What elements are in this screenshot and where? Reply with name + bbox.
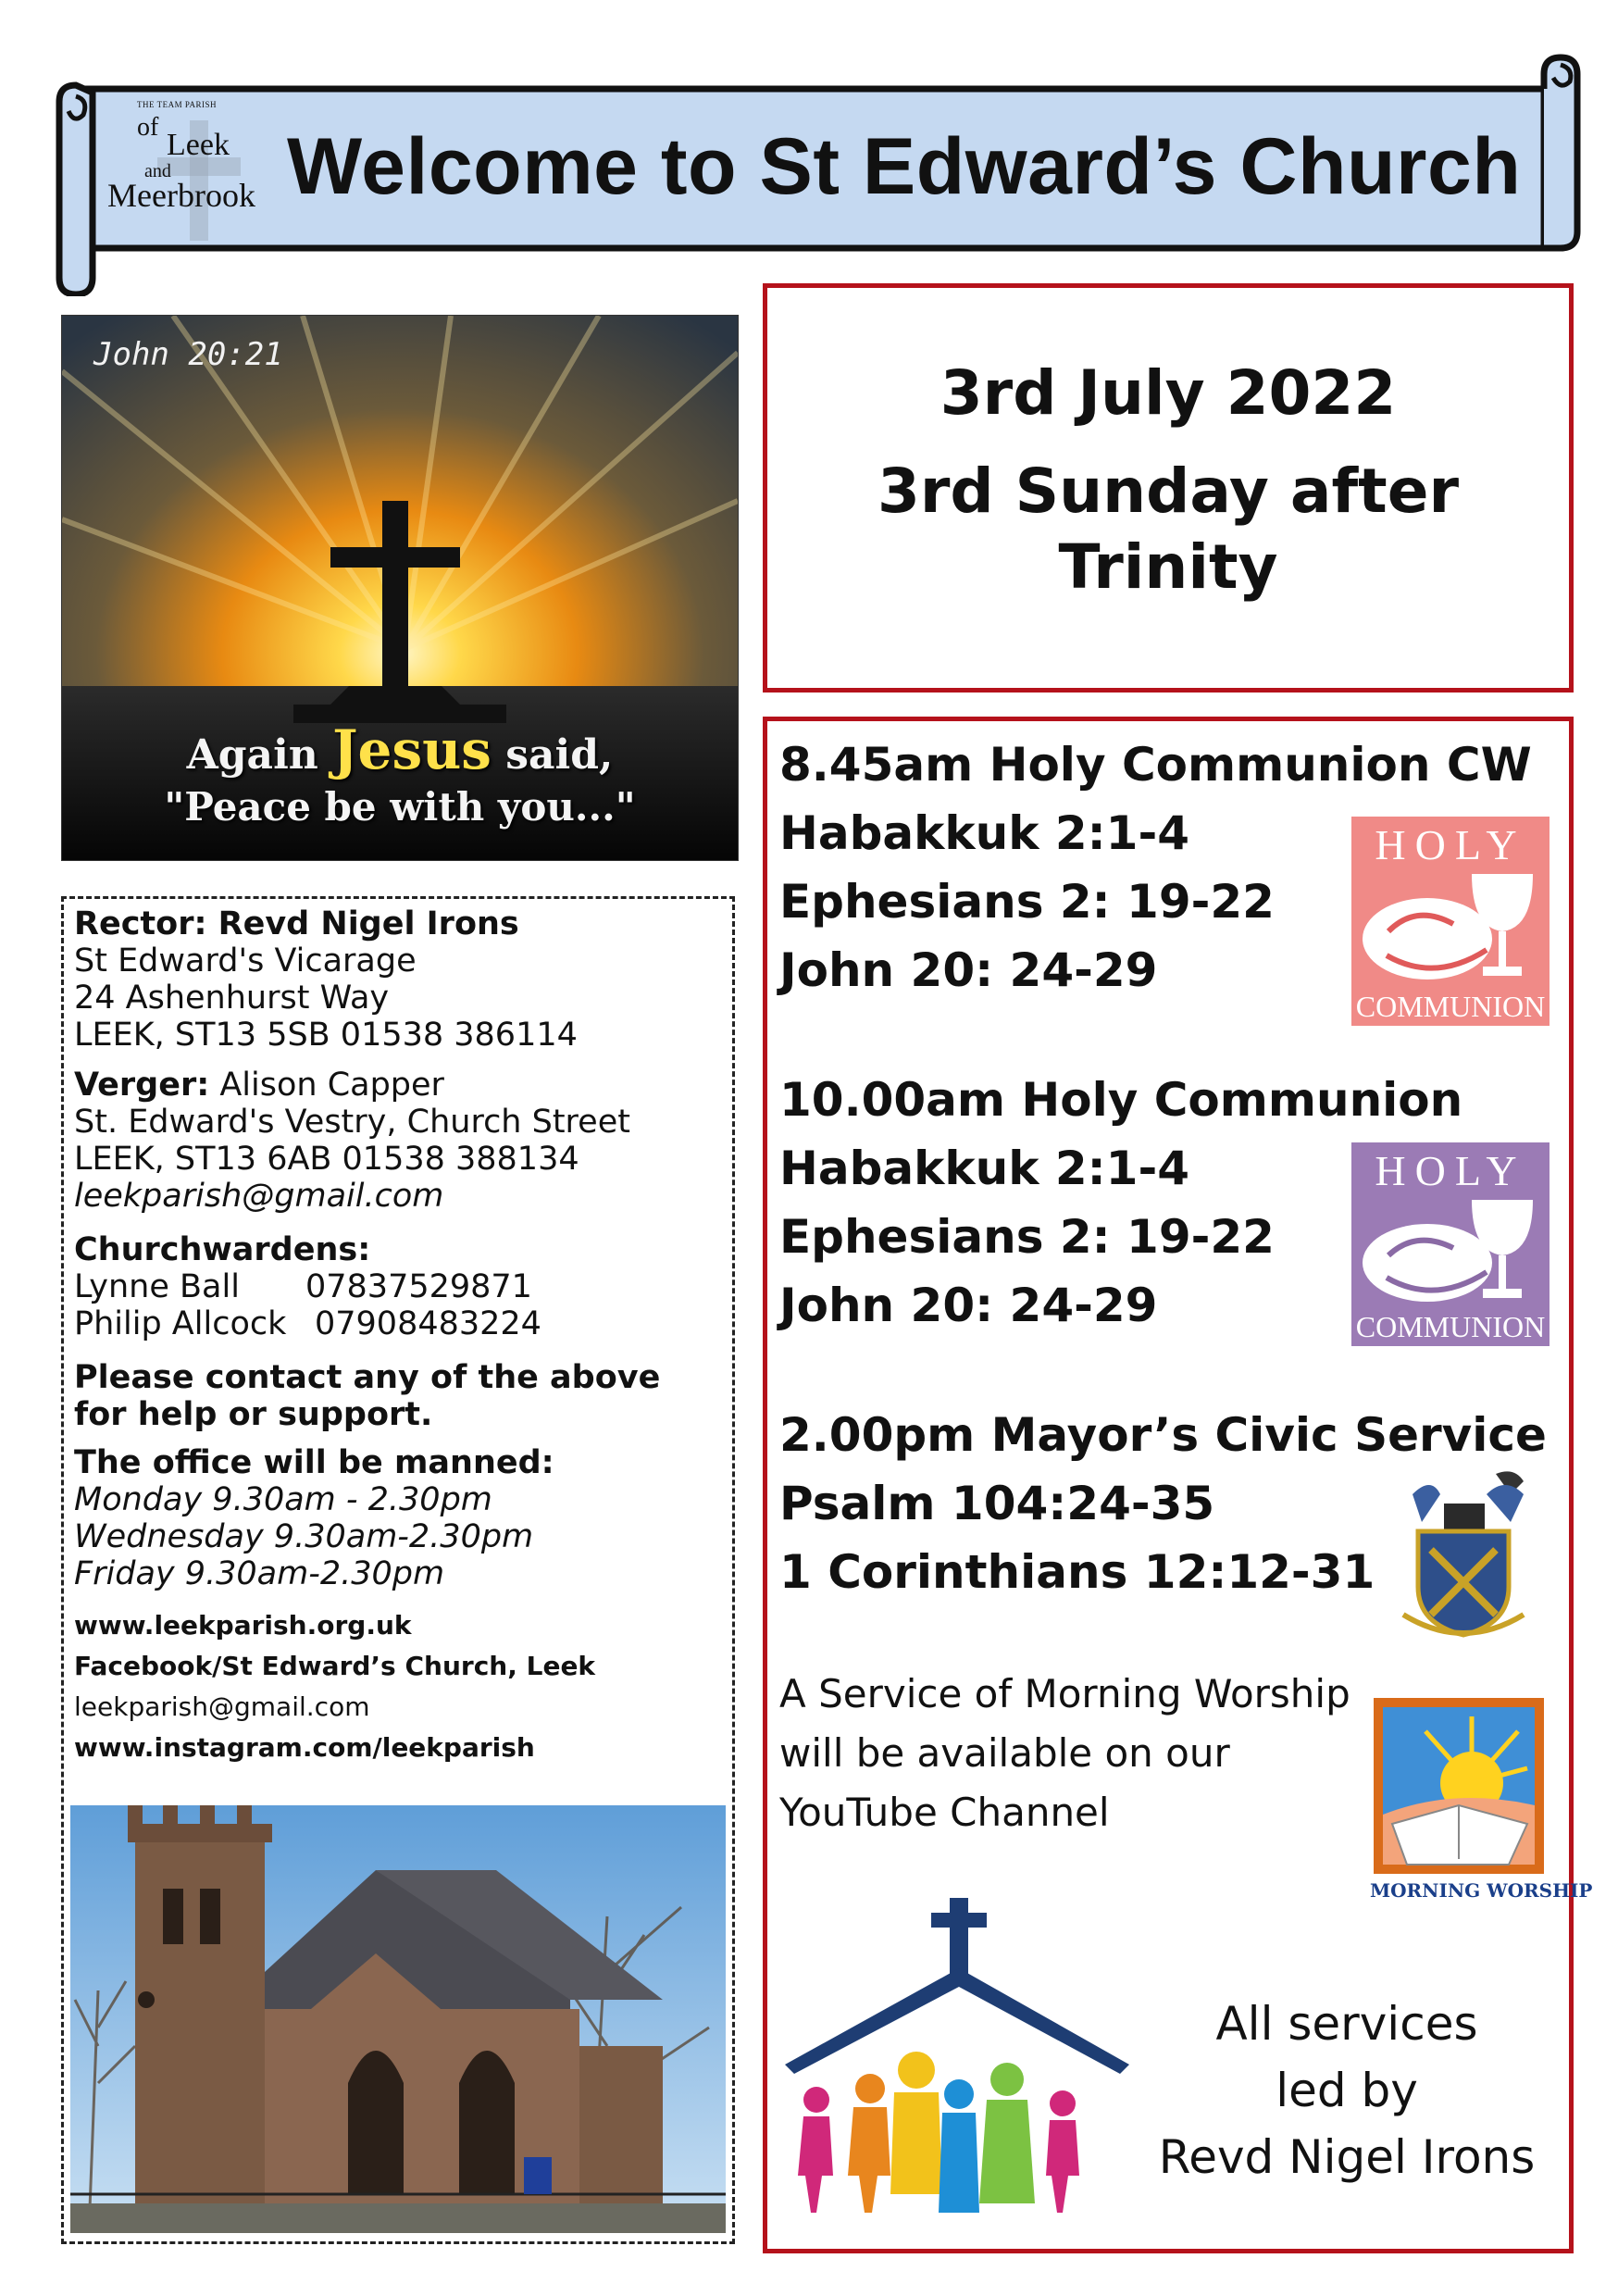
morning-worship-line: YouTube Channel: [779, 1790, 1110, 1835]
churchwarden-phone: 07837529871: [305, 1268, 532, 1305]
service-title: 8.45am Holy Communion CW: [779, 738, 1532, 792]
churchwardens-heading: Churchwardens:: [74, 1231, 371, 1268]
service-reading: 1 Corinthians 12:12-31: [779, 1545, 1375, 1599]
morning-worship-line: will be available on our: [779, 1730, 1230, 1776]
facebook-link[interactable]: Facebook/St Edward’s Church, Leek: [74, 1651, 596, 1681]
verger-address-line: LEEK, ST13 6AB 01538 388134: [74, 1141, 579, 1178]
churchwarden-name: Lynne Ball: [74, 1268, 240, 1305]
church-building-image: [70, 1805, 726, 2233]
verger-line: [74, 1067, 444, 1104]
verger-email-link[interactable]: leekparish@gmail.com: [74, 1178, 444, 1215]
caption-part-a: Again: [186, 731, 333, 779]
service-reading: John 20: 24-29: [779, 1279, 1158, 1332]
holy-communion-icon: [1351, 1142, 1550, 1346]
rector-address-line: LEEK, ST13 5SB 01538 386114: [74, 1017, 578, 1054]
service-reading: Habakkuk 2:1-4: [779, 806, 1189, 860]
morning-worship-icon: [1370, 1694, 1548, 1878]
morning-worship-icon-label: MORNING WORSHIP: [1370, 1879, 1593, 1902]
office-hours-line: Wednesday 9.30am-2.30pm: [74, 1518, 534, 1555]
logo-small-text: THE TEAM PARISH: [137, 100, 218, 109]
service-reading: Psalm 104:24-35: [779, 1477, 1215, 1530]
led-by-line: Revd Nigel Irons: [1158, 2130, 1536, 2184]
holy-icon-bottom-text: COMMUNION: [1355, 1310, 1546, 1343]
parish-logo: [102, 93, 278, 245]
service-title: 2.00pm Mayor’s Civic Service: [779, 1408, 1547, 1462]
service-reading: Ephesians 2: 19-22: [779, 1210, 1275, 1264]
holy-icon-bottom-text: COMMUNION: [1355, 990, 1546, 1023]
verger-label: Verger:: [74, 1067, 210, 1104]
email-link[interactable]: leekparish@gmail.com: [74, 1691, 370, 1722]
service-reading: John 20: 24-29: [779, 943, 1158, 997]
service-date: 3rd July 2022: [940, 357, 1397, 429]
scripture-photo: [61, 315, 739, 861]
rector-address-line: St Edward's Vicarage: [74, 942, 417, 980]
rector-address-line: 24 Ashenhurst Way: [74, 980, 390, 1017]
churchwarden-phone: 07908483224: [315, 1305, 541, 1342]
service-reading: Ephesians 2: 19-22: [779, 875, 1275, 929]
bread-chalice-icon: [1361, 1192, 1540, 1309]
churchwarden-name: Philip Allcock: [74, 1305, 287, 1342]
morning-worship-line: A Service of Morning Worship: [779, 1671, 1350, 1716]
caption-part-b: said,: [491, 731, 614, 779]
logo-of-text: of: [137, 113, 159, 142]
website-link[interactable]: www.leekparish.org.uk: [74, 1610, 412, 1641]
church-photo: [70, 1805, 726, 2233]
logo-meerbrook-text: Meerbrook: [107, 177, 255, 214]
holy-icon-top-text: HOLY: [1375, 1147, 1526, 1194]
date-box: [763, 283, 1574, 693]
liturgical-day-line2: Trinity: [1058, 531, 1278, 603]
rector-heading: Rector: Revd Nigel Irons: [74, 905, 519, 942]
led-by-line: All services: [1215, 1997, 1478, 2051]
office-heading: The office will be manned:: [74, 1444, 554, 1481]
led-by-line: led by: [1276, 2064, 1418, 2117]
holy-communion-icon: [1351, 817, 1550, 1026]
service-reading: Habakkuk 2:1-4: [779, 1142, 1189, 1195]
liturgical-day-line1: 3rd Sunday after: [877, 455, 1460, 527]
service-title: 10.00am Holy Communion: [779, 1073, 1463, 1127]
instagram-link[interactable]: www.instagram.com/leekparish: [74, 1732, 535, 1763]
coat-of-arms-icon: [1385, 1466, 1542, 1646]
scripture-reference: John 20:21: [93, 336, 283, 373]
office-hours-line: Monday 9.30am - 2.30pm: [74, 1481, 492, 1518]
scripture-caption-line2: "Peace be with you...": [164, 784, 636, 830]
logo-and-text: and: [144, 161, 171, 181]
holy-icon-top-text: HOLY: [1375, 821, 1526, 868]
page-title: Welcome to St Edward’s Church: [287, 122, 1522, 211]
verger-name: Alison Capper: [209, 1067, 444, 1104]
help-line: for help or support.: [74, 1396, 433, 1433]
scripture-caption-line1: [62, 718, 738, 781]
office-hours-line: Friday 9.30am-2.30pm: [74, 1555, 445, 1592]
bread-chalice-icon: [1361, 867, 1540, 987]
help-line: Please contact any of the above: [74, 1359, 661, 1396]
logo-leek-text: Leek: [167, 128, 230, 162]
church-community-icon: [785, 1898, 1129, 2213]
verger-address-line: St. Edward's Vestry, Church Street: [74, 1104, 630, 1141]
caption-jesus: Jesus: [332, 718, 492, 781]
